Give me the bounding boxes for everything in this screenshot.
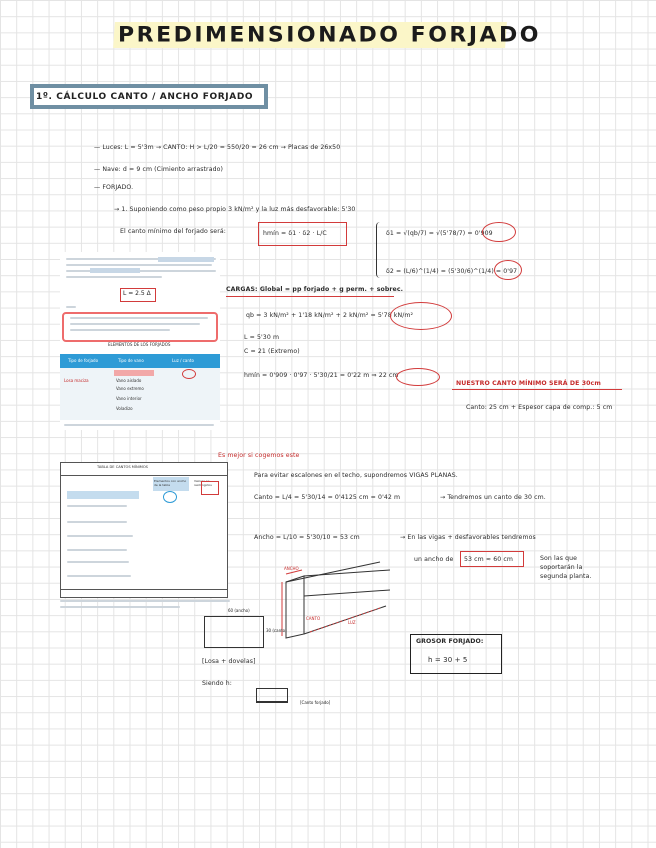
delta2: δ2 = (L/6)^(1/4) = (5'30/6)^(1/4) = 0'97 (386, 268, 518, 275)
beam-ancho-label: ANCHO (284, 566, 299, 571)
ref-row3: Vano extremo (116, 386, 144, 391)
cargas: CARGAS: Global = pp forjado + g perm. + sobrec. (226, 286, 404, 293)
ref-row5: Voladizo (116, 406, 133, 411)
ancho-de: un ancho de (414, 556, 454, 563)
reference-image-bottom (60, 462, 228, 598)
delta1-circle (482, 222, 516, 242)
tendremos: → Tendremos un canto de 30 cm. (440, 494, 546, 501)
beam-canto-label: CANTO (306, 616, 321, 621)
beam-sketch (280, 560, 400, 640)
ref2-col3: Valores no restringidos (194, 479, 212, 487)
canto-sum: Canto: 25 cm + Espesor capa de comp.: 5 cm (466, 404, 613, 411)
delta2-circle (494, 260, 522, 280)
ancho-calc: Ancho = L/10 = 5'30/10 = 53 cm (254, 534, 360, 541)
en-vigas: → En las vigas + desfavorables tendremos (400, 534, 536, 541)
brace (376, 222, 383, 278)
es-mejor: Es mejor si cogemos este (218, 452, 300, 459)
qb-circle (390, 302, 452, 330)
section-rect (204, 616, 264, 648)
ref-row2: Vano aislado (116, 378, 142, 383)
ref-formula: L = 2.5 Δ (123, 290, 151, 297)
L-line: L = 5'30 m (244, 334, 280, 341)
note-paso1: → 1. Suponiendo como peso propio 3 kN/m² y la luz más desfavorable: 5'30 (114, 206, 356, 213)
nuestro-underline (452, 376, 622, 390)
grosor-eq: h = 30 + 5 (428, 656, 468, 664)
ref-col1: Tipo de forjado (68, 358, 99, 363)
beam-luz-label: LUZ (348, 620, 356, 625)
note-canto-min: El canto mínimo del forjado será: (120, 228, 226, 235)
ref-col2: Tipo de vano (118, 358, 144, 363)
note-forjado: — FORJADO. (94, 184, 134, 191)
siendo-label: Siendo h: (202, 680, 232, 687)
reference-image-top (60, 252, 220, 430)
section-b-label: 60 (ancho) (228, 608, 250, 613)
siendo-rect (256, 688, 288, 703)
grosor-title: GROSOR FORJADO: (416, 638, 484, 645)
ref-row4: Vano interior (116, 396, 142, 401)
ref-row1: Losa maciza (64, 378, 89, 383)
page-title: PREDIMENSIONADO FORJADO (118, 23, 542, 48)
formula-hmin: hmín = δ1 · δ2 · L/C (263, 230, 327, 237)
ref-table-heading: ELEMENTOS DE LOS FORJADOS (108, 342, 171, 347)
son-las: Son las que soportarán la segunda planta. (540, 555, 592, 580)
nuestro-canto: NUESTRO CANTO MÍNIMO SERÁ DE 30cm (456, 380, 601, 387)
canto-forjado-label: [Canto forjado] (300, 700, 331, 705)
section-title: 1º. CÁLCULO CANTO / ANCHO FORJADO (36, 92, 254, 102)
cargas-underline (226, 296, 394, 297)
delta1: δ1 = √(qb/7) = √(5'78/7) = 0'909 (386, 230, 493, 237)
ancho-value: 53 cm ≈ 60 cm (464, 556, 513, 563)
ref-col3: Luz / canto (172, 358, 194, 363)
ref2-heading: TABLA DE CANTOS MÍNIMOS (97, 465, 148, 469)
losa-label: [Losa + dovelas] (202, 658, 256, 665)
note-luces: — Luces: L = 5'3m → CANTO: H > L/20 = 550/20 = 26 cm → Placas de 26x50 (94, 144, 341, 151)
ref2-col2: Elementos con ancho de la tabla (154, 479, 187, 487)
canto-calc: Canto = L/4 = 5'30/14 = 0'4125 cm = 0'42 m (254, 494, 401, 501)
C-line: C = 21 (Extremo) (244, 348, 300, 355)
note-nave: — Nave: d = 9 cm (Cimiento arrastrado) (94, 166, 224, 173)
qb-line: qb = 3 kN/m² + 1'18 kN/m² + 2 kN/m² = 5'78 kN/m² (246, 312, 414, 319)
para-evitar: Para evitar escalones en el techo, supondremos VIGAS PLANAS. (254, 472, 458, 479)
hmin-line: hmín = 0'909 · 0'97 · 5'30/21 = 0'22 m ⇒ 22 cm (244, 372, 399, 379)
section-h-label: 30 (canto) (266, 628, 287, 633)
hmin-circle (396, 368, 440, 386)
